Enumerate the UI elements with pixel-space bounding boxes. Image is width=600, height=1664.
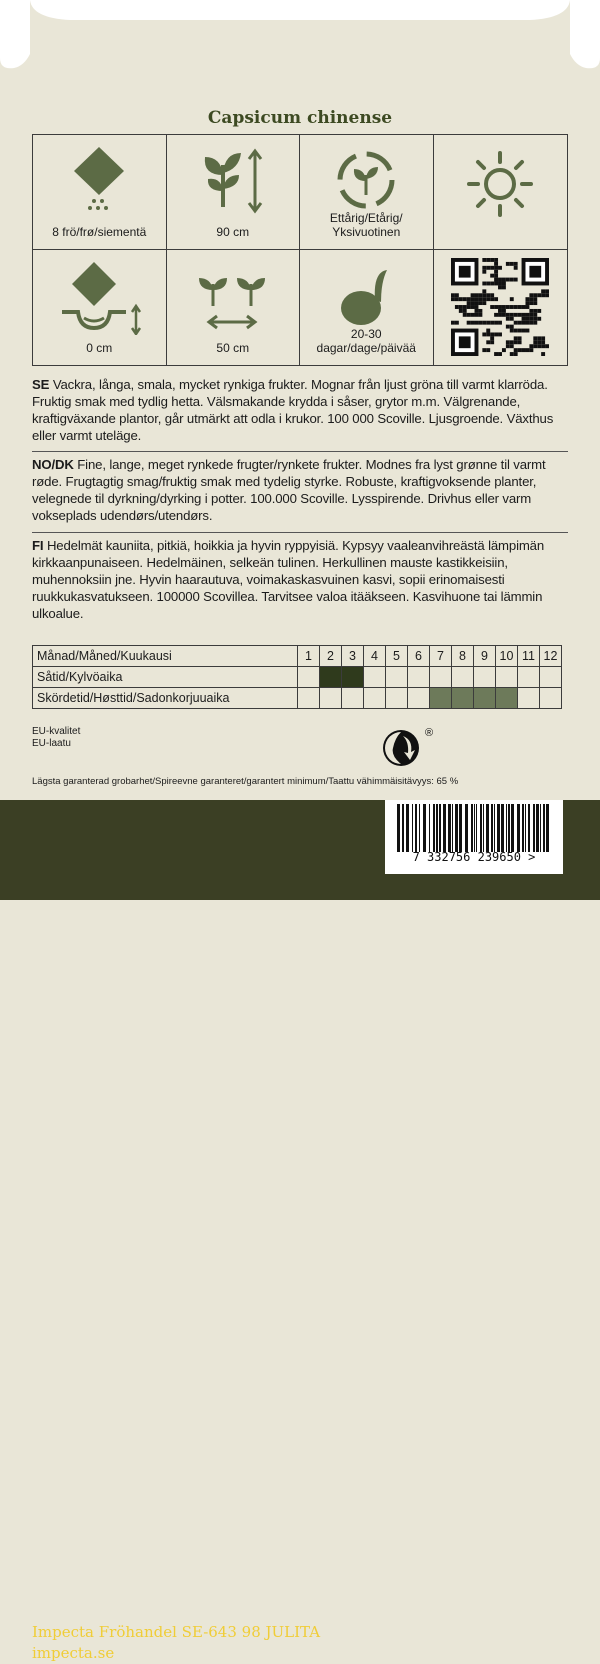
calendar-cell [386,688,408,709]
sowing-calendar [32,645,562,709]
month-cell: 8 [452,646,474,667]
growing-info-grid [32,134,568,366]
eu-quality-line: EU-laatu [32,738,71,749]
calendar-cell [320,667,342,688]
calendar-cell [408,688,430,709]
description-nodk [32,456,572,524]
company-address: Impecta Fröhandel SE-643 98 JULITA [32,1623,321,1641]
germination-caption: 20-30 dagar/dage/päivää [316,327,416,355]
month-cell: 5 [386,646,408,667]
species-title: Capsicum chinense [207,108,393,128]
month-cell: 7 [430,646,452,667]
sowing-depth-cell [33,250,167,365]
plant-height-caption: 90 cm [216,225,250,239]
eu-quality-line: EU-kvalitet [32,726,81,737]
calendar-header-row [33,646,562,667]
footer-address [32,1622,320,1664]
calendar-cell [342,688,364,709]
calendar-cell [540,688,562,709]
plant-spacing-cell [167,250,301,365]
sowing-depth-icon [54,260,144,335]
registered-mark: ® [425,727,434,739]
month-cell: 3 [342,646,364,667]
harvest-row-label: Skördetid/Høsttid/Sadonkorjuuaika [33,688,298,709]
divider [32,532,568,533]
month-cell: 9 [474,646,496,667]
description-fi [32,537,572,622]
month-cell: 6 [408,646,430,667]
calendar-cell [364,688,386,709]
website-link[interactable]: impecta.se [32,1644,115,1662]
calendar-cell [364,667,386,688]
lifecycle-icon [331,145,401,215]
qr-code-icon [451,258,549,356]
calendar-cell [430,688,452,709]
barcode-bars [393,804,555,852]
month-cell: 12 [540,646,562,667]
sun-icon [465,149,535,219]
sowing-depth-caption: 0 cm [86,341,113,355]
lang-label-fi: FI [32,538,44,553]
description-fi-text: Hedelmät kauniita, pitkiä, hoikkia ja hyvin ryppyisiä. Kypsyy vaaleanvihreästä lämpimän kirkkaanpunaiseen. Hedelmäinen, selkeän tulinen. Herkullinen mauste kastikkeisiin, muhennoksiin jne. Hyvin haarautuva, voimakaskasvuinen kasvi, sopii erinomaisesti ruukkukasvatukseen. 100000 Scovillea. Tarvitsee valoa itääkseen. Kasvihuone tai lämmin ulkoalue. [32,538,545,621]
eu-quality [32,726,80,750]
calendar-cell [430,667,452,688]
hanger-cutout [0,0,600,70]
harvest-row [33,688,562,709]
calendar-cell [320,688,342,709]
month-cell: 11 [518,646,540,667]
calendar-cell [474,688,496,709]
calendar-cell [518,688,540,709]
calendar-cell [298,667,320,688]
calendar-cell [452,667,474,688]
calendar-cell [540,667,562,688]
month-cell: 2 [320,646,342,667]
month-cell: 4 [364,646,386,667]
calendar-header-label: Månad/Måned/Kuukausi [33,646,298,667]
sowing-row [33,667,562,688]
month-cell: 1 [298,646,320,667]
seed-count-cell [33,135,167,250]
description-se-text: Vackra, långa, smala, mycket rynkiga frukter. Mognar från ljust gröna till varmt klarröda. Fruktig smak med tydlig hetta. Välsmakande krydda i såser, grytor m.m. Välgrenande, kraftigväxande plantor, går utmärkt att odla i krukor. 100 000 Scoville. Ljusgroende. Växthus eller varmt uteläge. [32,377,554,443]
lifecycle-cell [300,135,434,250]
divider [32,451,568,452]
calendar-cell [298,688,320,709]
plant-height-icon [193,145,273,215]
calendar-cell [496,667,518,688]
seed-count-caption: 8 frö/frø/siementä [52,225,147,239]
lang-label-nodk: NO/DK [32,457,74,472]
green-dot-recycling-icon [381,726,437,770]
seed-count-icon [64,145,134,215]
qr-code-cell [434,250,568,365]
germination-icon [331,260,401,330]
calendar-cell [386,667,408,688]
plant-spacing-icon [193,272,273,342]
plant-height-cell [167,135,301,250]
description-nodk-text: Fine, lange, meget rynkede frugter/rynkete frukter. Modnes fra lyst grønne til varmt røde. Frugtagtig smag/fruktig smak med tydelig styrke. Robuste, kraftigvoksende planter, velegnede til dyrkning/dyrking i potter. 100.000 Scoville. Lysspirende. Drivhus eller varm vokseplads udendørs/utendørs. [32,457,546,523]
sowing-row-label: Såtid/Kylvöaika [33,667,298,688]
lifecycle-caption: Ettårig/Etårig/ Yksivuotinen [329,211,403,239]
sun-cell [434,135,568,250]
plant-spacing-caption: 50 cm [216,341,250,355]
calendar-cell [408,667,430,688]
barcode-number: 7 332756 239650 > [412,850,536,864]
calendar-cell [452,688,474,709]
germination-cell [300,250,434,365]
calendar-cell [474,667,496,688]
lang-label-se: SE [32,377,50,392]
description-se [32,376,572,444]
calendar-cell [496,688,518,709]
germination-note: Lägsta garanterad grobarhet/Spireevne garanteret/garantert minimum/Taattu vähimmäisitävyys: 65 % [32,776,459,787]
calendar-cell [518,667,540,688]
calendar-cell [342,667,364,688]
month-cell: 10 [496,646,518,667]
